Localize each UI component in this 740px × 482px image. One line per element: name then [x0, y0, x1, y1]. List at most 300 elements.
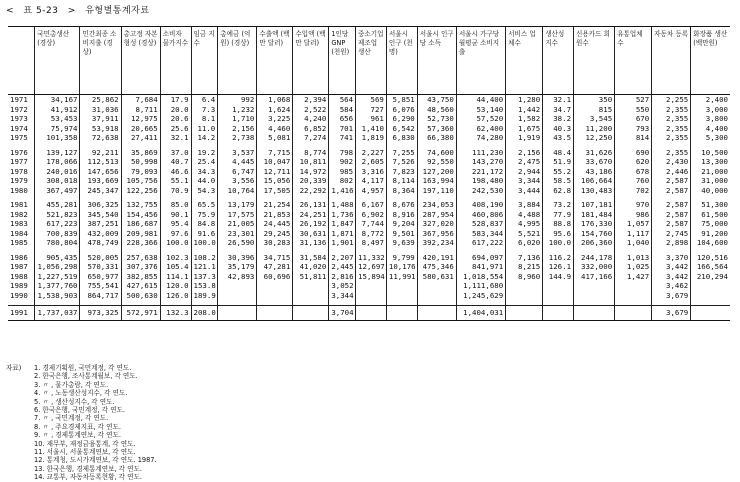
value-cell: 367,497 [35, 186, 80, 196]
value-cell: 8,676 [386, 200, 417, 210]
value-cell: 3,442 [652, 262, 691, 272]
value-cell: 55.2 [543, 167, 574, 177]
value-cell: 701 [329, 124, 356, 134]
value-cell: 77.9 [543, 210, 574, 220]
value-cell: 7,684 [121, 95, 160, 105]
source-line [6, 398, 157, 406]
source-line [6, 372, 157, 380]
value-cell: 2,745 [652, 229, 691, 239]
value-cell: 528,837 [456, 219, 505, 229]
value-cell: 2,400 [691, 95, 730, 105]
value-cell: 10,764 [218, 186, 257, 196]
value-cell: 132,755 [121, 200, 160, 210]
value-cell: 8.1 [191, 114, 218, 124]
value-cell: 1,416 [329, 186, 356, 196]
value-cell: 126.1 [543, 262, 574, 272]
value-cell [293, 281, 329, 291]
value-cell: 8,960 [506, 272, 543, 282]
table-header [8, 27, 730, 95]
value-cell: 3,316 [356, 167, 387, 177]
value-cell: 1,013 [615, 253, 652, 263]
value-cell [615, 306, 652, 321]
table-row [8, 133, 730, 143]
value-cell: 2,445 [329, 262, 356, 272]
value-cell: 382,855 [121, 272, 160, 282]
value-cell: 111,230 [456, 148, 505, 158]
value-cell: 1,819 [356, 133, 387, 143]
year-cell: 1988 [10, 271, 28, 281]
value-cell: 4,957 [356, 186, 387, 196]
value-cell: 106,664 [574, 176, 615, 186]
value-cell: 345,540 [80, 210, 121, 220]
value-cell: 35,869 [121, 148, 160, 158]
value-cell: 1,068 [257, 95, 293, 105]
value-cell: 22,292 [293, 186, 329, 196]
value-cell: 8,114 [386, 176, 417, 186]
value-cell [417, 281, 456, 291]
value-cell: 793 [615, 124, 652, 134]
value-cell: 10,811 [293, 157, 329, 167]
year-cell: 1981 [10, 200, 28, 209]
value-cell: 51.9 [543, 157, 574, 167]
value-cell: 30,396 [218, 253, 257, 263]
value-cell: 244,178 [574, 253, 615, 263]
value-cell: 100.0 [160, 238, 191, 248]
value-cell: 20,665 [121, 124, 160, 134]
value-cell: 163,994 [417, 176, 456, 186]
value-cell: 8,774 [293, 148, 329, 158]
value-cell: 143,270 [456, 157, 505, 167]
value-cell: 7,823 [386, 167, 417, 177]
table-row [8, 167, 730, 177]
value-cell [417, 291, 456, 301]
value-cell: 961 [356, 114, 387, 124]
value-cell: 33,670 [574, 157, 615, 167]
value-cell: 572,971 [121, 306, 160, 321]
value-cell: 31,136 [293, 238, 329, 248]
value-cell: 20.6 [160, 114, 191, 124]
value-cell: 91.6 [191, 229, 218, 239]
value-cell: 2,430 [652, 157, 691, 167]
value-cell: 84.8 [191, 219, 218, 229]
value-cell: 79,093 [121, 167, 160, 177]
value-cell: 75,974 [35, 124, 80, 134]
value-cell: 2,816 [329, 272, 356, 282]
value-cell: 53,918 [80, 124, 121, 134]
value-cell: 130,483 [574, 186, 615, 196]
value-cell: 420,191 [417, 253, 456, 263]
value-cell: 584 [329, 105, 356, 115]
value-cell: 617,222 [456, 238, 505, 248]
value-cell: 9,501 [386, 229, 417, 239]
value-cell: 350 [574, 95, 615, 105]
value-cell: 14,972 [293, 167, 329, 177]
column-header: 중소기업 제조업 생산 [356, 27, 387, 95]
value-cell: 2,355 [652, 114, 691, 124]
year-cell: 1986 [10, 252, 28, 262]
value-cell: 30,631 [293, 229, 329, 239]
value-cell: 104,600 [691, 238, 730, 248]
value-cell: 755,541 [80, 281, 121, 291]
value-cell: 166,564 [691, 262, 730, 272]
value-cell: 367,956 [417, 229, 456, 239]
value-cell: 75.9 [191, 210, 218, 220]
value-cell: 6,542 [386, 124, 417, 134]
value-cell: 475,346 [417, 262, 456, 272]
value-cell: 144.9 [543, 272, 574, 282]
value-cell: 550 [615, 105, 652, 115]
table-row [8, 306, 730, 321]
value-cell: 802 [329, 176, 356, 186]
value-cell: 74,280 [456, 133, 505, 143]
value-cell: 15,056 [257, 176, 293, 186]
value-cell: 100.0 [191, 238, 218, 248]
value-cell: 6,020 [506, 238, 543, 248]
value-cell: 2,227 [356, 148, 387, 158]
value-cell: 26,192 [293, 219, 329, 229]
value-cell: 189.9 [191, 291, 218, 301]
value-cell: 12,250 [574, 133, 615, 143]
value-cell: 8,711 [121, 105, 160, 115]
value-cell: 841,971 [456, 262, 505, 272]
source-text: 5. 〃 , 생산성지수, 각 연도. [34, 397, 115, 406]
table-caption: 유형별통계자료 [85, 6, 150, 16]
value-cell: 15,894 [356, 272, 387, 282]
value-cell: 108.2 [191, 253, 218, 263]
source-line [6, 440, 157, 448]
value-cell: 242,530 [456, 186, 505, 196]
value-cell: 74,600 [417, 148, 456, 158]
value-cell [691, 291, 730, 301]
value-cell [543, 281, 574, 291]
value-cell: 2,394 [293, 95, 329, 105]
value-cell: 9,639 [386, 238, 417, 248]
source-line [6, 473, 157, 481]
value-cell [417, 306, 456, 321]
value-cell: 11,991 [386, 272, 417, 282]
value-cell: 9,799 [386, 253, 417, 263]
value-cell: 116.2 [543, 253, 574, 263]
value-cell: 70.9 [160, 186, 191, 196]
year-cell: 1979 [10, 176, 28, 185]
value-cell: 1,901 [329, 238, 356, 248]
value-cell: 3,444 [506, 186, 543, 196]
value-cell: 147,656 [80, 167, 121, 177]
column-header: 1인당 GNP (천원) [329, 27, 356, 95]
year-cell: 1972 [10, 104, 28, 114]
value-cell: 798 [329, 148, 356, 158]
value-cell: 41,020 [293, 262, 329, 272]
value-cell: 2,898 [652, 238, 691, 248]
value-cell: 8,916 [386, 210, 417, 220]
table-row [8, 219, 730, 229]
value-cell: 3,370 [652, 253, 691, 263]
value-cell: 702 [615, 186, 652, 196]
value-cell: 1,410 [356, 124, 387, 134]
year-cell: 1978 [10, 166, 28, 176]
value-cell: 327,020 [417, 219, 456, 229]
value-cell: 520,005 [80, 253, 121, 263]
value-cell [356, 306, 387, 321]
table-title [6, 3, 156, 16]
value-cell: 678 [615, 167, 652, 177]
value-cell: 6,167 [356, 200, 387, 210]
value-cell: 35,179 [218, 262, 257, 272]
value-cell: 13,300 [691, 157, 730, 167]
source-text: 8. 〃 , 주요경제지표, 각 연도. [34, 422, 121, 431]
year-cell: 1990 [10, 290, 28, 300]
table-row [8, 176, 730, 186]
column-header: 임금 지수 [191, 27, 218, 95]
value-cell: 48.4 [543, 148, 574, 158]
value-cell: 741 [329, 133, 356, 143]
value-cell: 228,366 [121, 238, 160, 248]
value-cell: 57,360 [417, 124, 456, 134]
value-cell: 2,587 [652, 186, 691, 196]
value-cell: 8,497 [356, 238, 387, 248]
value-cell: 53,140 [456, 105, 505, 115]
value-cell: 3,344 [329, 291, 356, 301]
source-text: 6. 한국은행, 국민계정, 각 연도. [34, 406, 126, 415]
value-cell: 55.1 [160, 176, 191, 186]
value-cell: 6,902 [356, 210, 387, 220]
value-cell: 120,516 [691, 253, 730, 263]
value-cell: 4,460 [257, 124, 293, 134]
value-cell: 11,200 [574, 124, 615, 134]
value-cell: 2,207 [329, 253, 356, 263]
value-cell: 206,360 [574, 238, 615, 248]
value-cell: 21,000 [691, 167, 730, 177]
value-cell: 570,331 [80, 262, 121, 272]
value-cell: 60,696 [257, 272, 293, 282]
value-cell: 3,052 [329, 281, 356, 291]
value-cell: 132.3 [160, 306, 191, 321]
value-cell: 72,638 [80, 133, 121, 143]
source-text: 2. 한국은행, 조사통계월보, 각 연도. [34, 372, 138, 381]
statistics-table [8, 26, 730, 321]
column-header: 서울시 인구 (천명) [386, 27, 417, 95]
value-cell: 2,522 [293, 105, 329, 115]
value-cell: 970 [615, 200, 652, 210]
value-cell: 656 [329, 114, 356, 124]
value-cell: 306,325 [80, 200, 121, 210]
table-row [8, 148, 730, 158]
value-cell: 7.3 [191, 105, 218, 115]
value-cell: 2,605 [356, 157, 387, 167]
value-cell: 1,040 [615, 238, 652, 248]
value-cell: 1,280 [506, 95, 543, 105]
value-cell: 6,747 [218, 167, 257, 177]
year-cell: 1985 [10, 238, 28, 247]
value-cell: 24,445 [257, 219, 293, 229]
value-cell: 29,245 [257, 229, 293, 239]
value-cell: 8,215 [506, 262, 543, 272]
value-cell: 2,738 [218, 133, 257, 143]
value-cell: 583,344 [456, 229, 505, 239]
column-header: 총예금 (억원) (경상) [218, 27, 257, 95]
value-cell: 1,871 [329, 229, 356, 239]
year-cell: 1983 [10, 219, 28, 228]
value-cell: 44,400 [456, 95, 505, 105]
value-cell: 32.1 [160, 133, 191, 143]
value-cell: 1,582 [506, 114, 543, 124]
value-cell: 6,076 [386, 105, 417, 115]
value-cell [257, 291, 293, 301]
value-cell: 2,355 [652, 133, 691, 143]
value-cell: 91,200 [691, 229, 730, 239]
value-cell [257, 281, 293, 291]
value-cell: 208.0 [191, 306, 218, 321]
value-cell: 1,057 [615, 219, 652, 229]
value-cell: 760 [615, 176, 652, 186]
value-cell: 127,200 [417, 167, 456, 177]
value-cell: 105,756 [121, 176, 160, 186]
value-cell: 26,131 [293, 200, 329, 210]
value-cell: 408,190 [456, 200, 505, 210]
value-cell: 51,300 [691, 200, 730, 210]
value-cell: 2,355 [652, 124, 691, 134]
value-cell: 32.1 [543, 95, 574, 105]
value-cell: 3,462 [652, 281, 691, 291]
value-cell: 75,000 [691, 219, 730, 229]
column-header: 국민총생산 (경상) [35, 27, 80, 95]
value-cell: 112,513 [80, 157, 121, 167]
value-cell: 308,018 [35, 176, 80, 186]
value-cell: 154,456 [121, 210, 160, 220]
value-cell: 1,404,031 [456, 306, 505, 321]
value-cell: 126.0 [160, 291, 191, 301]
source-text: 12. 통계청, 도시가계연보, 각 연도. 1987. [34, 456, 157, 465]
year-cell: 1977 [10, 157, 28, 166]
value-cell: 8,772 [356, 229, 387, 239]
column-header: 소비자 물가지수 [160, 27, 191, 95]
value-cell: 564 [329, 95, 356, 105]
year-cell: 1976 [10, 147, 28, 157]
value-cell [356, 281, 387, 291]
source-text: 13. 한국은행, 경제통계연보, 각 연도. [34, 464, 142, 473]
value-cell: 34,715 [257, 253, 293, 263]
source-text: 4. 〃 , 노동생산성지수, 각 연도. [34, 389, 128, 398]
value-cell: 5,081 [257, 133, 293, 143]
value-cell [293, 306, 329, 321]
value-cell: 2,355 [652, 148, 691, 158]
value-cell: 3,545 [574, 114, 615, 124]
value-cell: 2,587 [652, 210, 691, 220]
value-cell: 42,893 [218, 272, 257, 282]
value-cell: 2,475 [506, 157, 543, 167]
value-cell: 500,630 [121, 291, 160, 301]
value-cell: 1,710 [218, 114, 257, 124]
value-cell: 37,911 [80, 114, 121, 124]
value-cell: 287,954 [417, 210, 456, 220]
value-cell: 3,556 [218, 176, 257, 186]
value-cell: 62.8 [543, 186, 574, 196]
value-cell: 40,000 [691, 186, 730, 196]
value-cell: 4,445 [218, 157, 257, 167]
value-cell: 985 [329, 167, 356, 177]
value-cell: 3,537 [218, 148, 257, 158]
source-line [6, 431, 157, 439]
value-cell: 221,172 [456, 167, 505, 177]
value-cell: 31,626 [574, 148, 615, 158]
table-row [8, 272, 730, 282]
value-cell: 6,830 [386, 133, 417, 143]
value-cell [386, 306, 417, 321]
source-text: 1. 경제기획원, 국민계정, 각 연도. [34, 364, 132, 372]
table-row [8, 186, 730, 196]
value-cell: 1,056,298 [35, 262, 80, 272]
value-cell [615, 291, 652, 301]
value-cell: 46.6 [160, 167, 191, 177]
value-cell: 973,325 [80, 306, 121, 321]
value-cell: 210,294 [691, 272, 730, 282]
value-cell: 154,760 [574, 229, 615, 239]
value-cell: 727 [356, 105, 387, 115]
value-cell: 690 [615, 148, 652, 158]
value-cell: 20.0 [160, 105, 191, 115]
value-cell: 815 [574, 105, 615, 115]
value-cell: 102.3 [160, 253, 191, 263]
source-line [6, 456, 157, 464]
value-cell: 580,631 [417, 272, 456, 282]
value-cell: 650,977 [80, 272, 121, 282]
value-cell: 34.3 [191, 167, 218, 177]
value-cell: 100.0 [543, 238, 574, 248]
value-cell [293, 291, 329, 301]
year-cell: 1974 [10, 123, 28, 133]
value-cell: 1,117 [615, 229, 652, 239]
year-cell: 1989 [10, 281, 28, 290]
value-cell: 25,862 [80, 95, 121, 105]
value-cell: 1,442 [506, 105, 543, 115]
value-cell: 47,281 [257, 262, 293, 272]
value-cell: 105.4 [160, 262, 191, 272]
column-header: 총고정 자본형성 (경상) [121, 27, 160, 95]
value-cell: 670 [615, 114, 652, 124]
value-cell: 37.0 [160, 148, 191, 158]
value-cell [506, 306, 543, 321]
table-row [8, 124, 730, 134]
value-cell: 1,488 [329, 200, 356, 210]
value-cell: 6,852 [293, 124, 329, 134]
value-cell: 10,500 [691, 148, 730, 158]
value-cell: 527 [615, 95, 652, 105]
source-text: 3. 〃 , 물가총람, 각 연도. [34, 380, 109, 389]
table-row [8, 291, 730, 301]
value-cell: 34,167 [35, 95, 80, 105]
year-cell: 1987 [10, 262, 28, 271]
value-cell: 25.6 [160, 124, 191, 134]
value-cell: 95.6 [543, 229, 574, 239]
value-cell: 5,300 [691, 133, 730, 143]
value-cell: 905,435 [35, 253, 80, 263]
value-cell: 4,240 [293, 114, 329, 124]
value-cell: 43.5 [543, 133, 574, 143]
value-cell: 1,847 [329, 219, 356, 229]
value-cell: 65.5 [191, 200, 218, 210]
value-cell: 902 [329, 157, 356, 167]
value-cell [386, 291, 417, 301]
table-row [8, 200, 730, 210]
value-cell [218, 291, 257, 301]
value-cell: 992 [218, 95, 257, 105]
value-cell: 1,427 [615, 272, 652, 282]
value-cell: 432,009 [80, 229, 121, 239]
value-cell: 307,376 [121, 262, 160, 272]
year-cell: 1984 [10, 228, 28, 238]
sources-footnote [6, 364, 157, 482]
value-cell: 1,025 [615, 262, 652, 272]
